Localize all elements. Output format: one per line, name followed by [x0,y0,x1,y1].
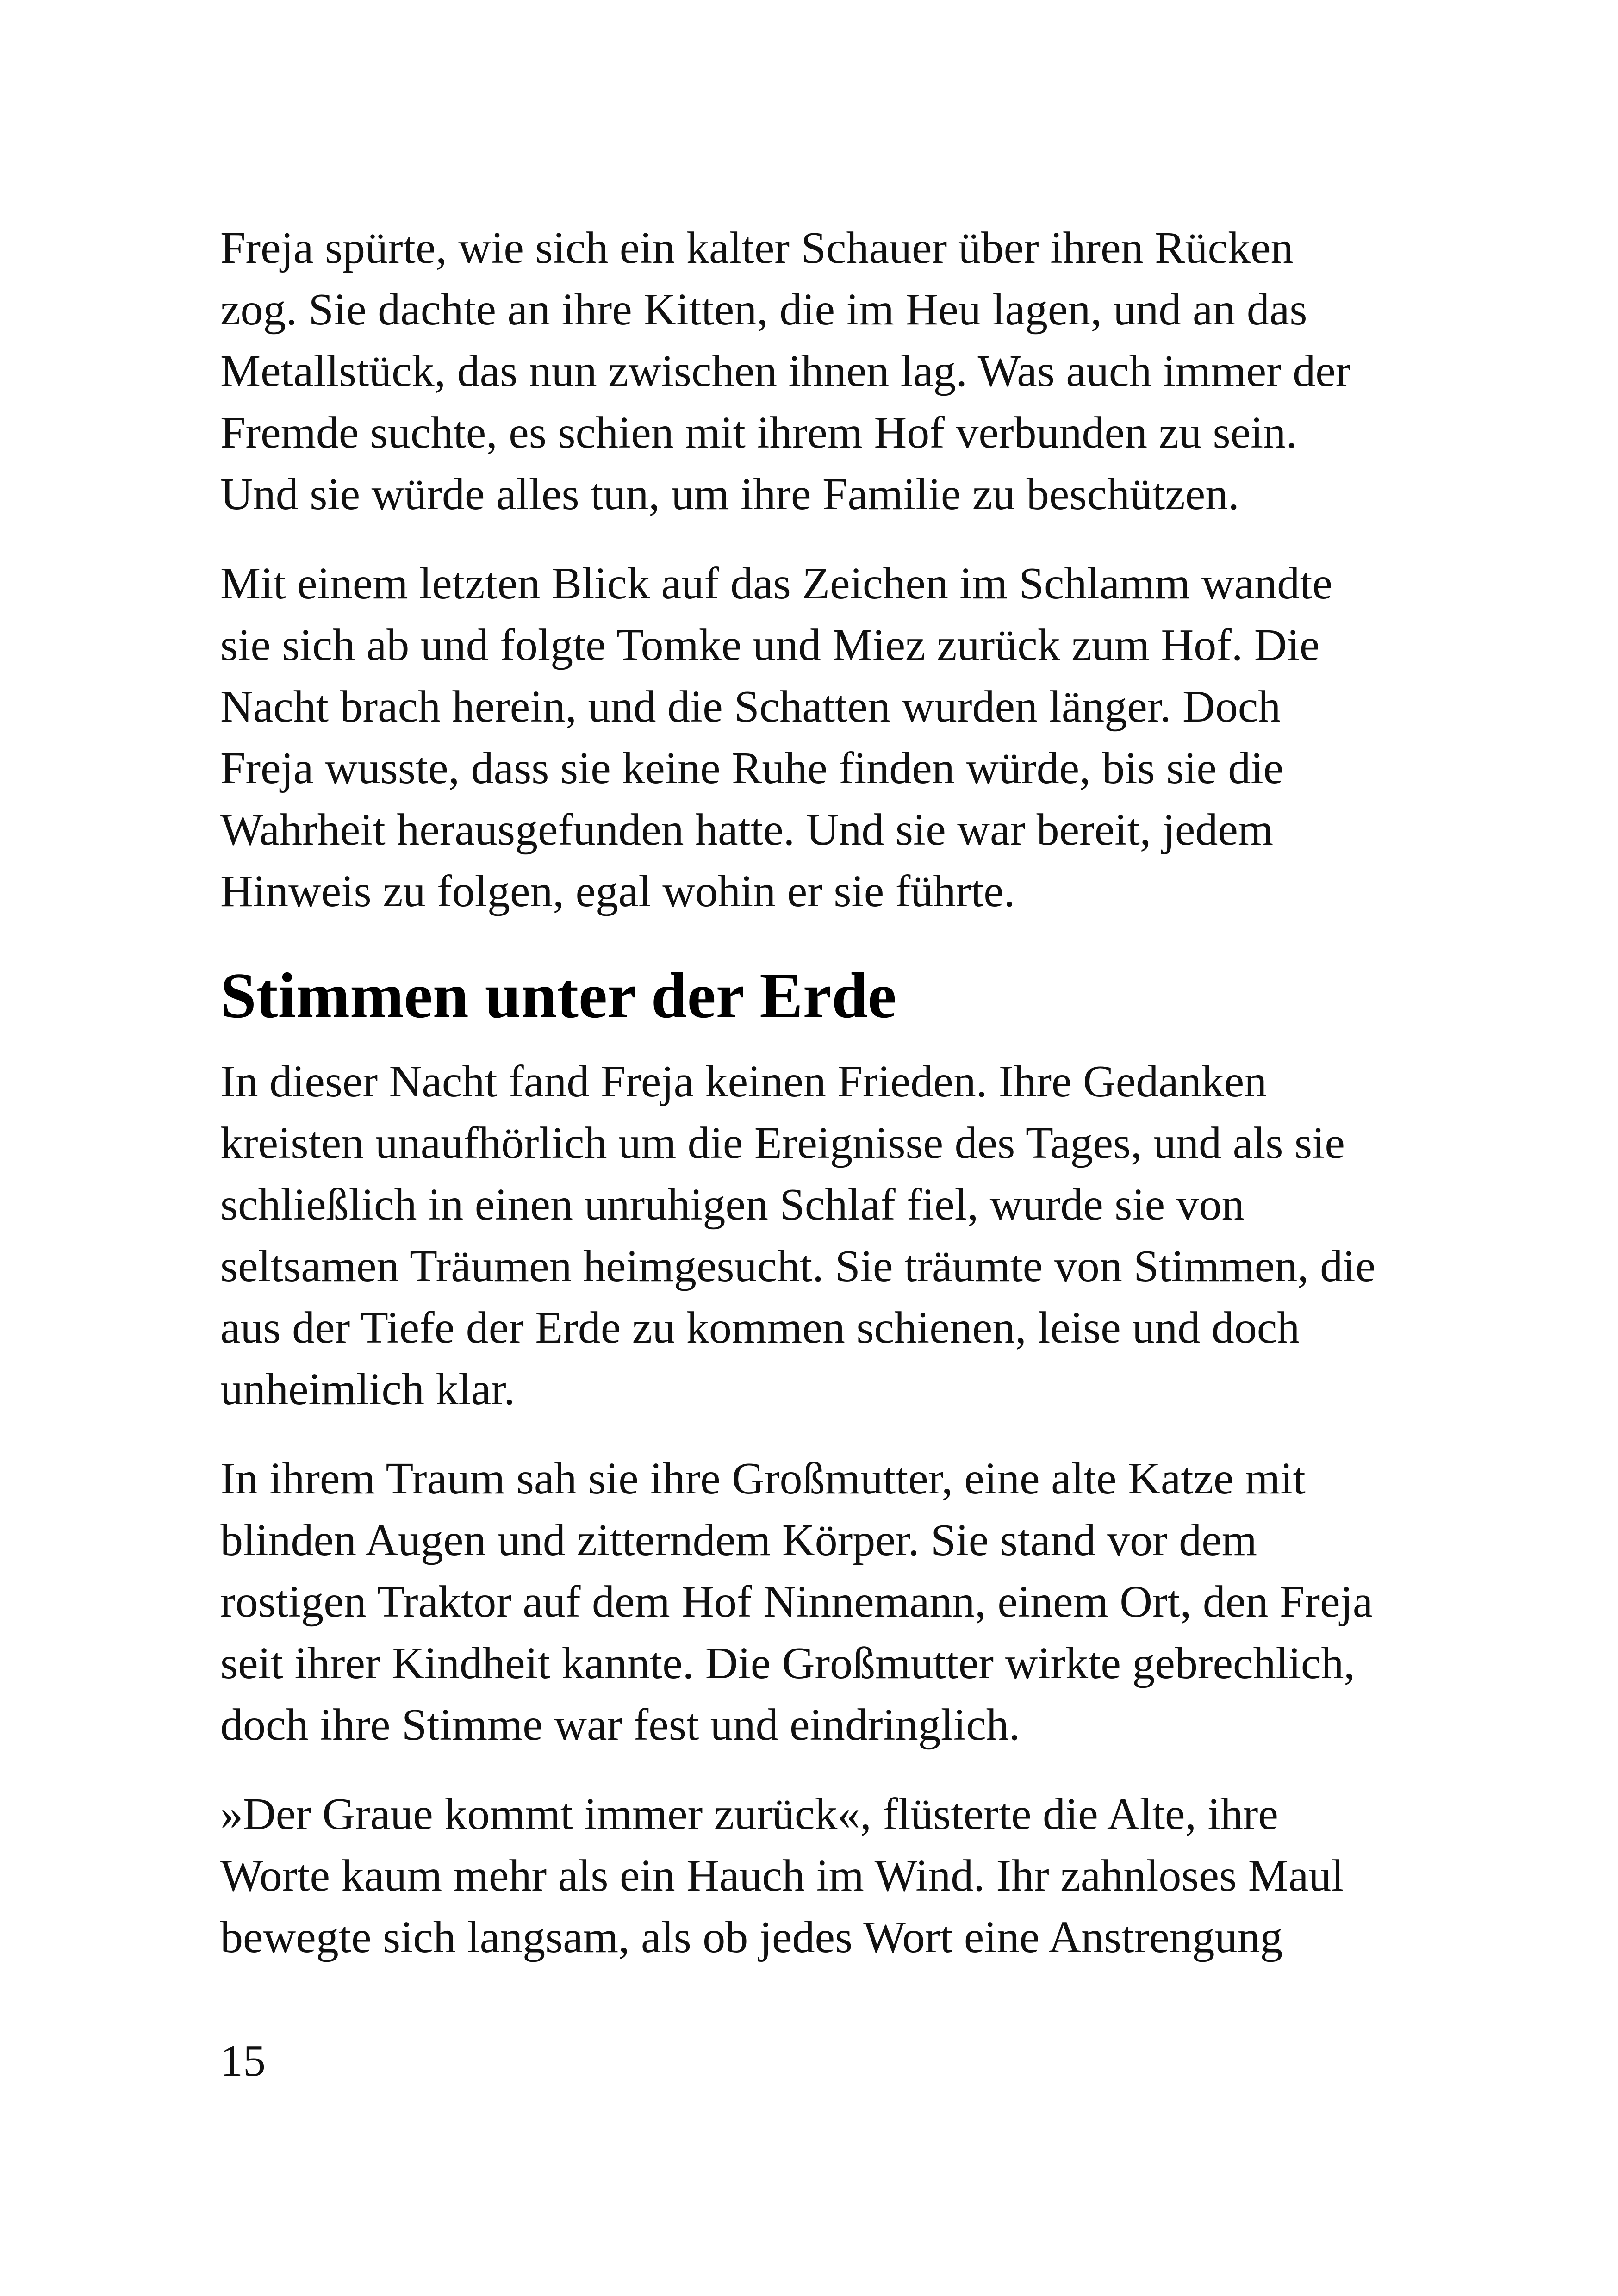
text-line: Und sie würde alles tun, um ihre Familie zu beschützen. [220,469,1239,519]
text-line: doch ihre Stimme war fest und eindringlich. [220,1700,1021,1750]
text-column [220,218,1424,1996]
text-line: seit ihrer Kindheit kannte. Die Großmutter wirkte gebrechlich, [220,1638,1355,1688]
text-line: Freja spürte, wie sich ein kalter Schauer über ihren Rücken [220,223,1294,273]
text-line: Wahrheit herausgefunden hatte. Und sie war bereit, jedem [220,805,1274,855]
page-number: 15 [220,2036,266,2086]
text-line: zog. Sie dachte an ihre Kitten, die im Heu lagen, und an das [220,285,1307,335]
text-line: kreisten unaufhörlich um die Ereignisse des Tages, und als sie [220,1118,1345,1168]
text-line: unheimlich klar. [220,1364,515,1414]
text-line: In ihrem Traum sah sie ihre Großmutter, eine alte Katze mit [220,1454,1306,1504]
text-line: schließlich in einen unruhigen Schlaf fiel, wurde sie von [220,1180,1245,1230]
text-line: blinden Augen und zitterndem Körper. Sie stand vor dem [220,1515,1257,1565]
text-line: Metallstück, das nun zwischen ihnen lag. Was auch immer der [220,346,1351,396]
paragraph-2 [220,553,1424,922]
text-line: seltsamen Träumen heimgesucht. Sie träumte von Stimmen, die [220,1241,1375,1291]
text-line: Fremde suchte, es schien mit ihrem Hof verbunden zu sein. [220,408,1297,458]
paragraph-5 [220,1784,1424,1968]
text-line: Mit einem letzten Blick auf das Zeichen im Schlamm wandte [220,559,1333,609]
paragraph-4 [220,1448,1424,1756]
text-line: »Der Graue kommt immer zurück«, flüsterte die Alte, ihre [220,1789,1278,1839]
text-line: Hinweis zu folgen, egal wohin er sie führte. [220,866,1015,916]
text-line: In dieser Nacht fand Freja keinen Frieden. Ihre Gedanken [220,1057,1267,1107]
text-line: rostigen Traktor auf dem Hof Ninnemann, einem Ort, den Freja [220,1577,1373,1627]
paragraph-3 [220,1051,1424,1420]
text-line: sie sich ab und folgte Tomke und Miez zurück zum Hof. Die [220,620,1320,670]
text-line: aus der Tiefe der Erde zu kommen schienen, leise und doch [220,1303,1300,1353]
paragraph-1 [220,218,1424,525]
text-line: bewegte sich langsam, als ob jedes Wort eine Anstrengung [220,1912,1283,1962]
text-line: Worte kaum mehr als ein Hauch im Wind. Ihr zahnloses Maul [220,1851,1344,1901]
chapter-heading: Stimmen unter der Erde [220,960,896,1032]
text-line: Nacht brach herein, und die Schatten wurden länger. Doch [220,682,1281,732]
text-line: Freja wusste, dass sie keine Ruhe finden würde, bis sie die [220,743,1284,793]
